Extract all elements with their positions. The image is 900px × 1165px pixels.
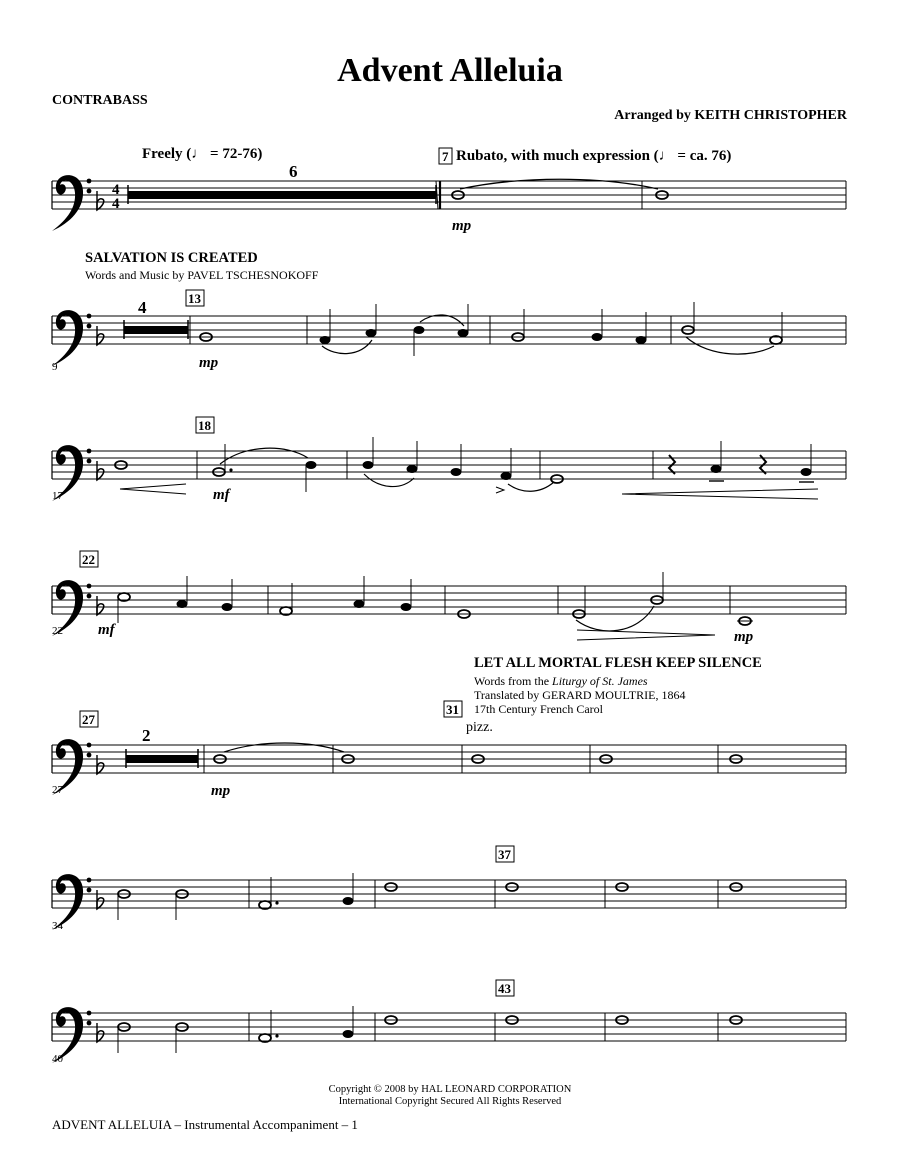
tempo-rubato-label: Rubato, with much expression (	[456, 148, 659, 164]
translation-credit: Translated by GERARD MOULTRIE, 1864	[474, 688, 686, 702]
slur	[364, 474, 414, 487]
section-credit-salvation: Words and Music by PAVEL TSCHESNOKOFF	[85, 268, 319, 282]
quarter-note	[366, 329, 377, 337]
staff-system-7	[52, 980, 846, 1065]
rehearsal-mark-7: 7	[442, 149, 449, 164]
time-sig-bottom: 4	[112, 196, 120, 212]
quarter-note	[592, 333, 603, 341]
quarter-note-icon: ♩	[658, 148, 674, 164]
multirest-6	[128, 162, 436, 204]
dynamic-mp: mp	[199, 355, 219, 371]
quarter-note	[501, 472, 512, 480]
quarter-note	[711, 465, 722, 473]
measure-number: 34	[52, 920, 63, 932]
staff-system-6	[52, 846, 846, 932]
time-sig-top: 4	[112, 182, 120, 198]
flat-sign-icon	[97, 326, 104, 345]
quarter-note	[222, 603, 233, 611]
tempo-freely-label: Freely (	[142, 146, 192, 162]
rehearsal-mark-27: 27	[82, 712, 95, 727]
dynamic-mf: mf	[213, 487, 230, 503]
staff-system-2	[52, 290, 846, 373]
flat-sign-icon	[97, 755, 104, 774]
rehearsal-mark-18: 18	[198, 418, 211, 433]
section-title-salvation: SALVATION IS CREATED	[85, 250, 258, 266]
rehearsal-mark-43: 43	[498, 981, 511, 996]
tie	[508, 482, 554, 491]
multirest-2	[126, 726, 198, 768]
dynamic-mp: mp	[452, 218, 472, 234]
page-title: Advent Alleluia	[337, 52, 563, 89]
staff-system-1	[52, 148, 846, 234]
flat-sign-icon	[97, 596, 104, 615]
rehearsal-mark-37: 37	[498, 847, 511, 862]
dynamic-mp: mp	[734, 629, 754, 645]
quarter-note	[177, 600, 188, 608]
quarter-note-icon: ♩	[191, 146, 207, 162]
measure-number: 17	[52, 490, 63, 502]
staff-system-4	[52, 551, 846, 645]
multirest-count: 2	[142, 726, 151, 745]
words-prefix: Words from the	[474, 674, 553, 688]
slur	[686, 337, 774, 354]
flat-sign-icon	[97, 461, 104, 480]
quarter-note	[407, 465, 418, 473]
augmentation-dot	[275, 901, 278, 904]
flat-sign-icon	[97, 191, 104, 210]
staff-system-5	[52, 701, 846, 799]
copyright-line-1: Copyright © 2008 by HAL LEONARD CORPORATION	[328, 1084, 572, 1095]
staff-system-3	[52, 417, 846, 503]
multirest-count: 6	[289, 162, 298, 181]
dynamic-mf: mf	[98, 622, 115, 638]
multirest-count: 4	[138, 298, 147, 317]
accent-mark	[496, 487, 504, 493]
quarter-note	[401, 603, 412, 611]
arranger-credit: Arranged by KEITH CHRISTOPHER	[614, 108, 847, 123]
quarter-note	[343, 897, 354, 905]
flat-sign-icon	[97, 1023, 104, 1042]
crescendo-hairpin	[120, 484, 186, 494]
multirest-4	[124, 298, 188, 339]
words-source: Liturgy of St. James	[552, 674, 648, 688]
instrument-name: CONTRABASS	[52, 93, 148, 108]
decrescendo-hairpin	[577, 630, 715, 640]
augmentation-dot	[229, 468, 232, 471]
rehearsal-mark-22: 22	[82, 552, 95, 567]
rehearsal-mark-31: 31	[446, 702, 459, 717]
measure-number: 40	[52, 1053, 63, 1065]
bass-clef-icon	[52, 310, 91, 366]
slur	[576, 606, 654, 631]
page-footer: ADVENT ALLELUIA – Instrumental Accompaniment – 1	[52, 1117, 358, 1132]
tie	[224, 743, 344, 752]
quarter-note	[451, 468, 462, 476]
tempo-rubato-value: = ca. 76)	[673, 148, 732, 164]
bass-clef-icon	[52, 175, 91, 231]
quarter-note	[363, 461, 374, 469]
augmentation-dot	[275, 1034, 278, 1037]
flat-sign-icon	[97, 890, 104, 909]
section-title-let-all: LET ALL MORTAL FLESH KEEP SILENCE	[474, 655, 762, 671]
measure-number: 22	[52, 625, 63, 637]
quarter-note	[414, 326, 425, 334]
tempo-freely-value: = 72-76)	[206, 146, 263, 162]
quarter-note	[320, 336, 331, 344]
rehearsal-mark-13: 13	[188, 291, 201, 306]
dynamic-mp: mp	[211, 783, 231, 799]
measure-number: 9	[52, 361, 58, 373]
measure-number: 27	[52, 784, 63, 796]
quarter-note	[306, 461, 317, 469]
quarter-note	[343, 1030, 354, 1038]
quarter-note	[636, 336, 647, 344]
slur	[420, 315, 464, 326]
origin-credit: 17th Century French Carol	[474, 702, 603, 716]
crescendo-hairpin	[622, 489, 818, 499]
copyright-line-2: International Copyright Secured All Rights Reserved	[338, 1096, 562, 1107]
quarter-note	[458, 329, 469, 337]
quarter-note	[354, 600, 365, 608]
pizz-marking: pizz.	[466, 720, 493, 735]
quarter-note	[801, 468, 812, 476]
